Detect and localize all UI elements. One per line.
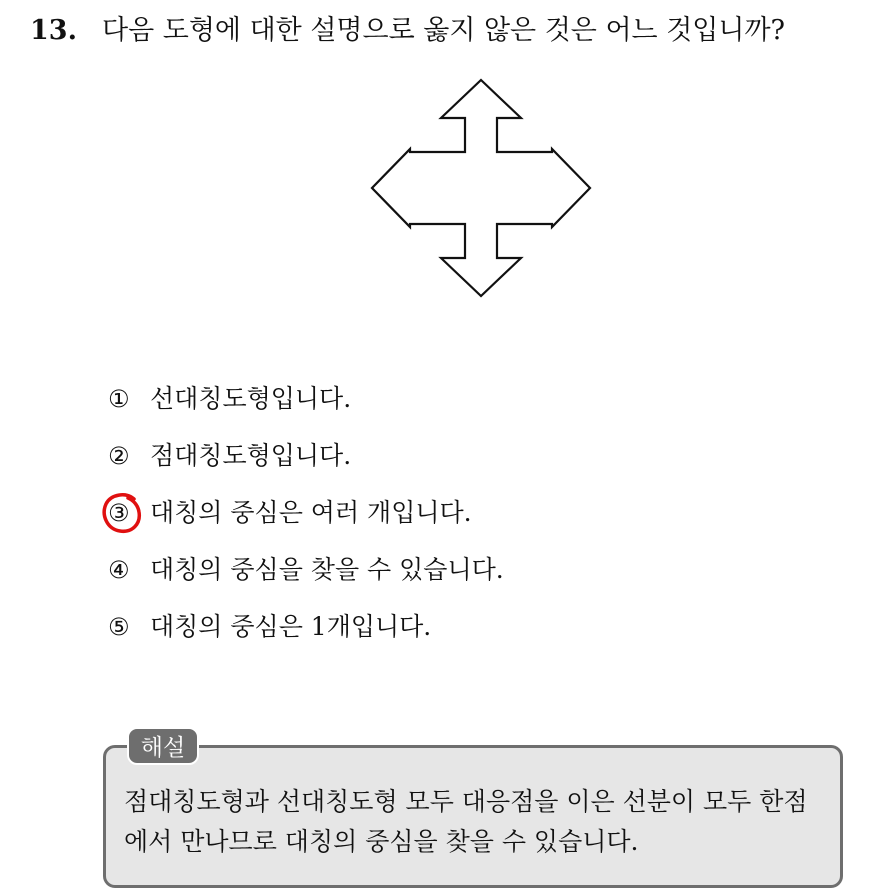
question: [30, 14, 785, 48]
choice-1[interactable]: [108, 382, 504, 439]
choice-2[interactable]: [108, 439, 504, 496]
four-way-arrow-figure: [370, 78, 592, 298]
choice-number: ④: [108, 556, 130, 584]
explanation-text: [124, 782, 836, 862]
choice-text: 대칭의 중심을 찾을 수 있습니다.: [150, 555, 504, 584]
choice-5[interactable]: [108, 610, 504, 667]
choice-number: ③: [108, 499, 130, 527]
choice-number: ②: [108, 442, 130, 470]
answer-circle-stroke: [104, 495, 139, 531]
choice-list: [108, 382, 504, 667]
explanation-label: 해설: [127, 727, 199, 765]
explanation-line-2: 에서 만나므로 대칭의 중심을 찾을 수 있습니다.: [124, 827, 639, 856]
choice-number: ①: [108, 385, 130, 413]
choice-text: 대칭의 중심은 1개입니다.: [150, 612, 432, 641]
choice-number: ⑤: [108, 613, 130, 641]
choice-3[interactable]: [108, 496, 504, 553]
cross-arrow-shape: [372, 80, 590, 296]
answer-circle-mark: [99, 489, 147, 537]
choice-text: 대칭의 중심은 여러 개입니다.: [150, 498, 472, 527]
choice-text: 점대칭도형입니다.: [150, 441, 352, 470]
question-text: 다음 도형에 대한 설명으로 옳지 않은 것은 어느 것입니까?: [102, 15, 786, 46]
explanation-line-1: 점대칭도형과 선대칭도형 모두 대응점을 이은 선분이 모두 한점: [124, 787, 808, 816]
choice-text: 선대칭도형입니다.: [150, 384, 352, 413]
choice-4[interactable]: [108, 553, 504, 610]
question-number: 13.: [30, 15, 77, 46]
